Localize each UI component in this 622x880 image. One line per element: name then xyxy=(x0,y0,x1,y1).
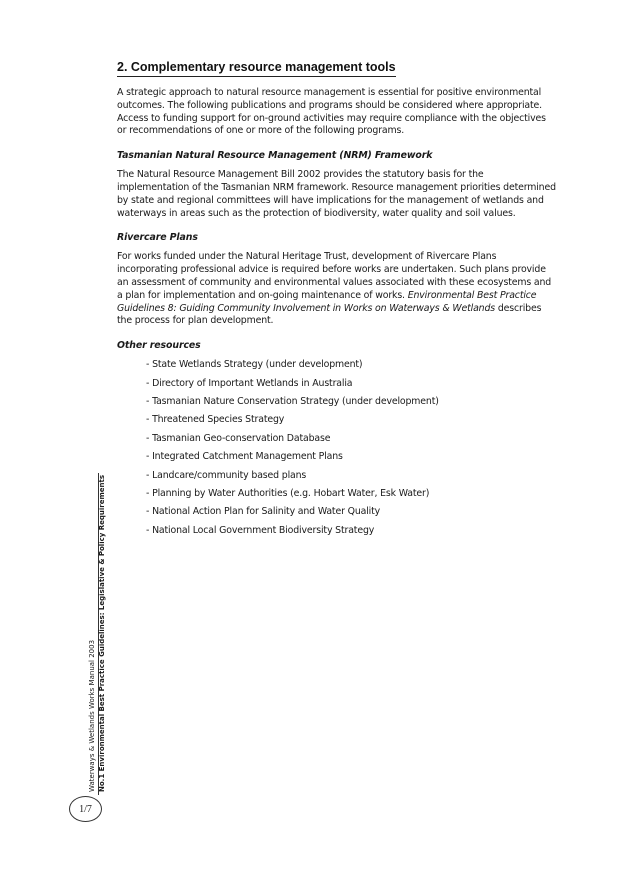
rivercare-heading: Rivercare Plans xyxy=(117,232,198,244)
rivercare-paragraph xyxy=(117,251,557,328)
page-title: 2. Complementary resource management tools xyxy=(117,60,396,77)
manual-title: Waterways & Wetlands Works Manual 2003 xyxy=(88,639,96,792)
rivercare-text-end: describes the process for plan development. xyxy=(117,302,542,327)
list-item: - Landcare/community based plans xyxy=(146,469,307,481)
list-item: - Tasmanian Geo-conservation Database xyxy=(146,432,331,444)
list-item: - Tasmanian Nature Conservation Strategy (under development) xyxy=(146,395,439,407)
list-item: - Directory of Important Wetlands in Australia xyxy=(146,377,353,389)
sidebar-caption xyxy=(88,475,107,792)
list-item: - Threatened Species Strategy xyxy=(146,414,285,426)
main-content xyxy=(117,56,557,543)
other-resources-heading: Other resources xyxy=(117,340,201,352)
nrm-heading: Tasmanian Natural Resource Management (NRM) Framework xyxy=(117,150,433,162)
intro-paragraph: A strategic approach to natural resource management is essential for positive environmental outcomes. The following publications and programs should be considered where appropriate. Access to funding support for on-ground activities may require compliance with the objectives or recommendations of one or more of the following programs. xyxy=(117,87,546,137)
rivercare-text-start: For works funded under the Natural Heritage Trust, development of Rivercare Plans incorporating professional advice is required before works are undertaken. Such plans provide an assessment of community and environmental values associated with these ecosystems and a plan for implementation and on-going maintenance of works. xyxy=(117,251,552,301)
list-item: - National Action Plan for Salinity and Water Quality xyxy=(146,506,381,518)
rivercare-guideline-reference: Environmental Best Practice Guidelines 8: Guiding Community Involvement in Works on Waterways & Wetlands xyxy=(117,289,537,314)
list-item: - Integrated Catchment Management Plans xyxy=(146,451,343,463)
nrm-paragraph: The Natural Resource Management Bill 2002 provides the statutory basis for the implementation of the Tasmanian NRM framework. Resource management priorities determined by state and regional committees will have implications for the management of wetlands and waterways in areas such as the protection of biodiversity, water quality and soil values. xyxy=(117,169,556,219)
list-item: - Planning by Water Authorities (e.g. Hobart Water, Esk Water) xyxy=(146,487,430,499)
page-number: 1/7 xyxy=(69,796,102,822)
guideline-title: No.1 Environmental Best Practice Guidelines: Legislative & Policy Requirements xyxy=(97,474,106,792)
list-item: - State Wetlands Strategy (under development) xyxy=(146,359,363,371)
other-resources-list xyxy=(117,359,557,537)
list-item: - National Local Government Biodiversity Strategy xyxy=(146,524,375,536)
